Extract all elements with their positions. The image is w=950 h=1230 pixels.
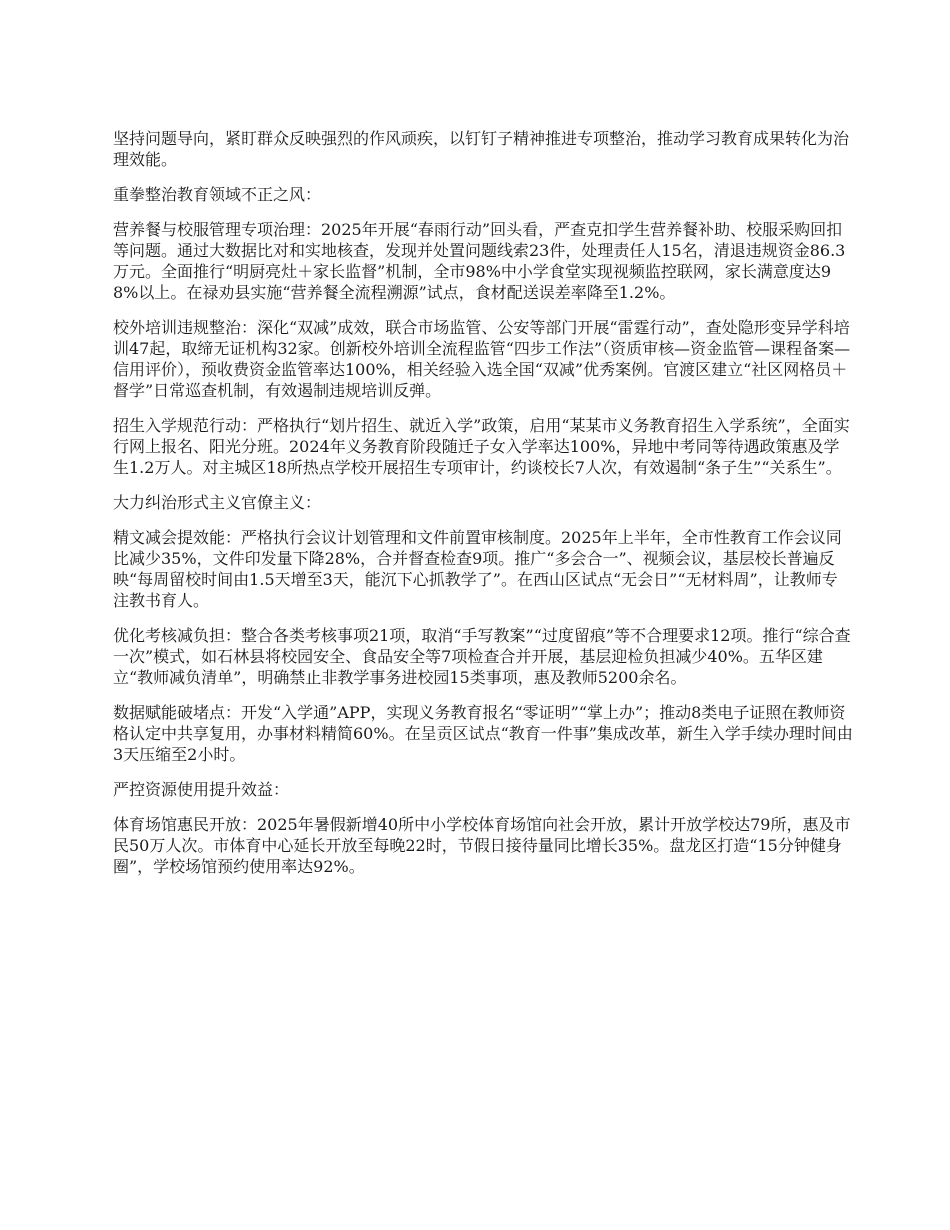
section-heading-resources: 严控资源使用提升效益： <box>113 780 290 799</box>
paragraph-offcampus-training: 校外培训违规整治：深化“双减”成效，联合市场监管、公安等部门开展“雷霆行动”，查处隐形变异学科培训47起，取缔无证机构32家。创新校外培训全流程监管“四步工作法”（资质审核—资金监管—课程备案—信用评价），预收费资金监管率达100%，相关经验入选全国“双减”优秀案例。官渡区建立“社区网格员＋督学”日常巡查机制，有效遏制违规培训反弹。 <box>113 318 851 400</box>
section-heading-education-misconduct: 重拳整治教育领域不正之风： <box>113 185 322 204</box>
section-heading-formalism: 大力纠治形式主义官僚主义： <box>113 493 322 512</box>
intro-paragraph: 坚持问题导向，紧盯群众反映强烈的作风顽疾，以钉钉子精神推进专项整治，推动学习教育成果转化为治理效能。 <box>113 129 850 169</box>
paragraph-meetings-documents: 精文减会提效能：严格执行会议计划管理和文件前置审核制度。2025年上半年，全市性教育工作会议同比减少35%，文件印发量下降28%，合并督查检查9项。推广“多会合一”、视频会议，基层校长普遍反映“每周留校时间由1.5天增至3天，能沉下心抓教学了”。在西山区试点“无会日”“无材料周”，让教师专注教书育人。 <box>113 528 842 610</box>
document-page <box>113 128 853 891</box>
paragraph-sports-venues: 体育场馆惠民开放：2025年暑假新增40所中小学校体育场馆向社会开放，累计开放学校达79所，惠及市民50万人次。市体育中心延长开放至每晚22时，节假日接待量同比增长35%。盘龙区打造“15分钟健身圈”，学校场馆预约使用率达92%。 <box>113 815 851 876</box>
paragraph-assessment-burden: 优化考核减负担：整合各类考核事项21项，取消“手写教案”“过度留痕”等不合理要求12项。推行“综合查一次”模式，如石林县将校园安全、食品安全等7项检查合并开展，基层迎检负担减少40%。五华区建立“教师减负清单”，明确禁止非教学事务进校园15类事项，惠及教师5200余名。 <box>113 626 851 687</box>
paragraph-data-empowerment: 数据赋能破堵点：开发“入学通”APP，实现义务教育报名“零证明”“掌上办”；推动8类电子证照在教师资格认定中共享复用，办事材料精简60%。在呈贡区试点“教育一件事”集成改革，新生入学手续办理时间由3天压缩至2小时。 <box>113 703 853 764</box>
paragraph-enrollment: 招生入学规范行动：严格执行“划片招生、就近入学”政策，启用“某某市义务教育招生入学系统”，全面实行网上报名、阳光分班。2024年义务教育阶段随迁子女入学率达100%，异地中考同等待遇政策惠及学生1.2万人。对主城区18所热点学校开展招生专项审计，约谈校长7人次，有效遏制“条子生”“关系生”。 <box>113 416 850 477</box>
paragraph-nutrition-uniform: 营养餐与校服管理专项治理：2025年开展“春雨行动”回头看，严查克扣学生营养餐补助、校服采购回扣等问题。通过大数据比对和实地核查，发现并处置问题线索23件，处理责任人15名，清退违规资金86.3万元。全面推行“明厨亮灶＋家长监督”机制，全市98%中小学食堂实现视频监控联网，家长满意度达98%以上。在禄劝县实施“营养餐全流程溯源”试点，食材配送误差率降至1.2%。 <box>113 220 846 302</box>
